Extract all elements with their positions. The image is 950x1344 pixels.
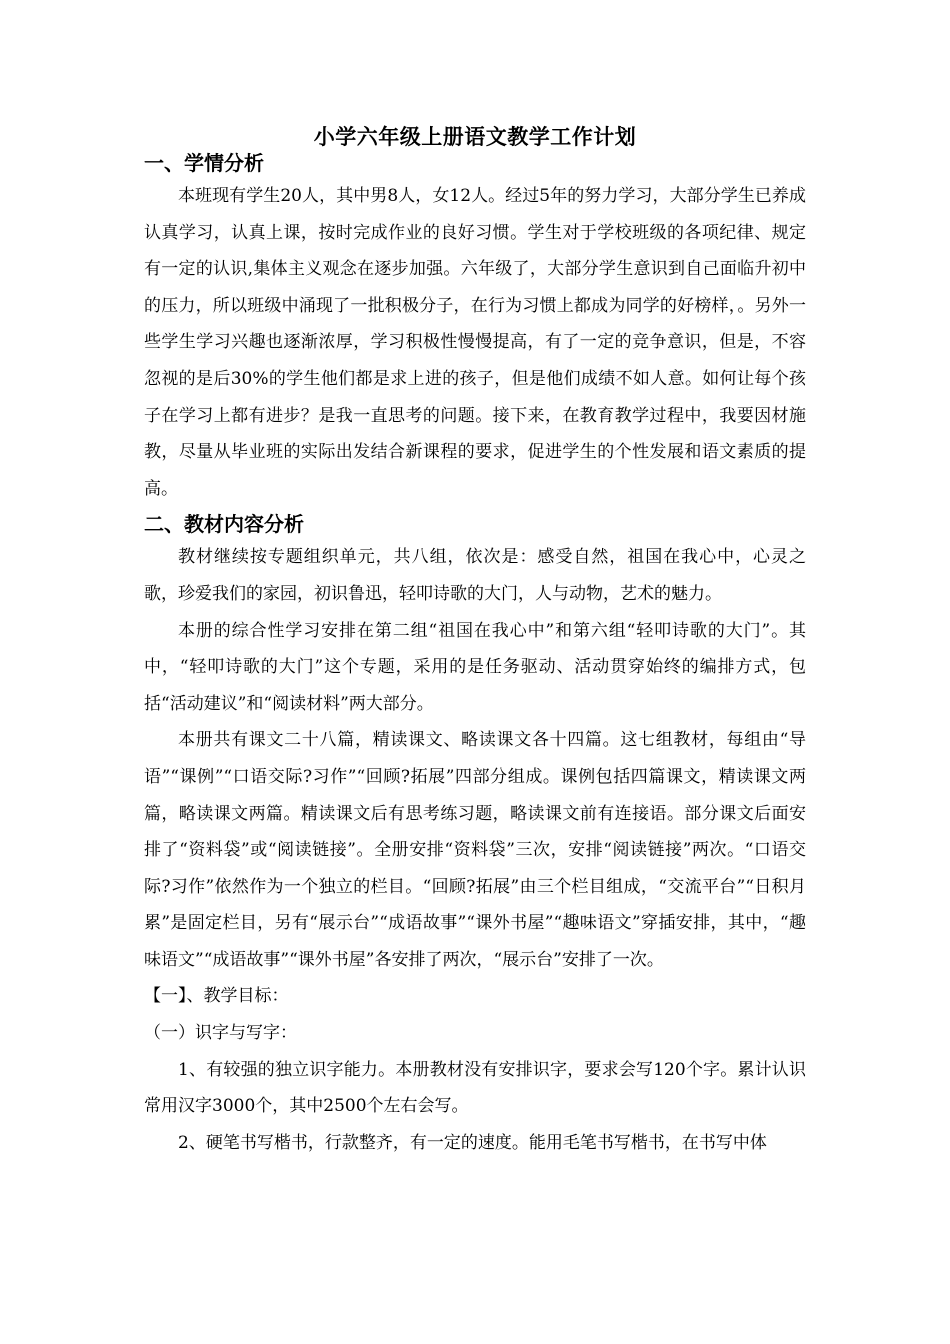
paragraph-lesson-structure: 本册共有课文二十八篇，精读课文、略读课文各十四篇。这七组教材，每组由“导语”“课例”“口语交际?习作”“回顾?拓展”四部分组成。课例包括四篇课文，精读课文两篇，略读课文两篇。精读课文后有思考练习题，略读课文前有连接语。部分课文后面安排了“资料袋”或“阅读链接”。全册安排“资料袋”三次，安排“阅读链接”两次。“口语交际?习作”依然作为一个独立的栏目。“回顾?拓展”由三个栏目组成，“交流平台”“日积月累”是固定栏目，另有“展示台”“成语故事”“课外书屋”“趣味语文”穿插安排，其中，“趣味语文”“成语故事”“课外书屋”各安排了两次，“展示台”安排了一次。 <box>144 730 806 970</box>
section-heading-student-analysis: 一、学情分析 <box>144 151 264 175</box>
literacy-writing-label: （一）识字与写字： <box>144 1023 297 1044</box>
document-page <box>144 118 806 1161</box>
section-heading-textbook-analysis: 二、教材内容分析 <box>144 512 304 537</box>
paragraph-student-analysis: 本班现有学生20人，其中男8人，女12人。经过5年的努力学习，大部分学生已养成认真学习，认真上课，按时完成作业的良好习惯。学生对于学校班级的各项纪律、规定有一定的认识,集体主义观念在逐步加强。六年级了，大部分学生意识到自己面临升初中的压力，所以班级中涌现了一批积极分子，在行为习惯上都成为同学的好榜样，。另外一些学生学习兴趣也逐渐浓厚，学习积极性慢慢提高，有了一定的竞争意识，但是，不容忽视的是后30%的学生他们都是求上进的孩子，但是他们成绩不如人意。如何让每个孩子在学习上都有进步？是我一直思考的问题。接下来，在教育教学过程中，我要因材施教，尽量从毕业班的实际出发结合新课程的要求，促进学生的个性发展和语文素质的提高。 <box>144 186 806 499</box>
paragraph-textbook-units: 教材继续按专题组织单元，共八组，依次是：感受自然，祖国在我心中，心灵之歌，珍爱我们的家园，初识鲁迅，轻叩诗歌的大门，人与动物，艺术的魅力。 <box>144 547 806 604</box>
goal-item-1: 1、有较强的独立识字能力。本册教材没有安排识字，要求会写120个字。累计认识常用汉字3000个，其中2500个左右会写。 <box>144 1059 806 1117</box>
paragraph-comprehensive-learning: 本册的综合性学习安排在第二组“祖国在我心中”和第六组“轻叩诗歌的大门”。其中，“轻叩诗歌的大门”这个专题，采用的是任务驱动、活动贯穿始终的编排方式，包括“活动建议”和“阅读材料”两大部分。 <box>144 620 806 714</box>
document-title: 小学六年级上册语文教学工作计划 <box>313 124 637 149</box>
goal-item-2: 2、硬笔书写楷书，行款整齐，有一定的速度。能用毛笔书写楷书，在书写中体 <box>178 1132 767 1153</box>
teaching-goals-label: 【一】、教学目标： <box>144 986 289 1007</box>
